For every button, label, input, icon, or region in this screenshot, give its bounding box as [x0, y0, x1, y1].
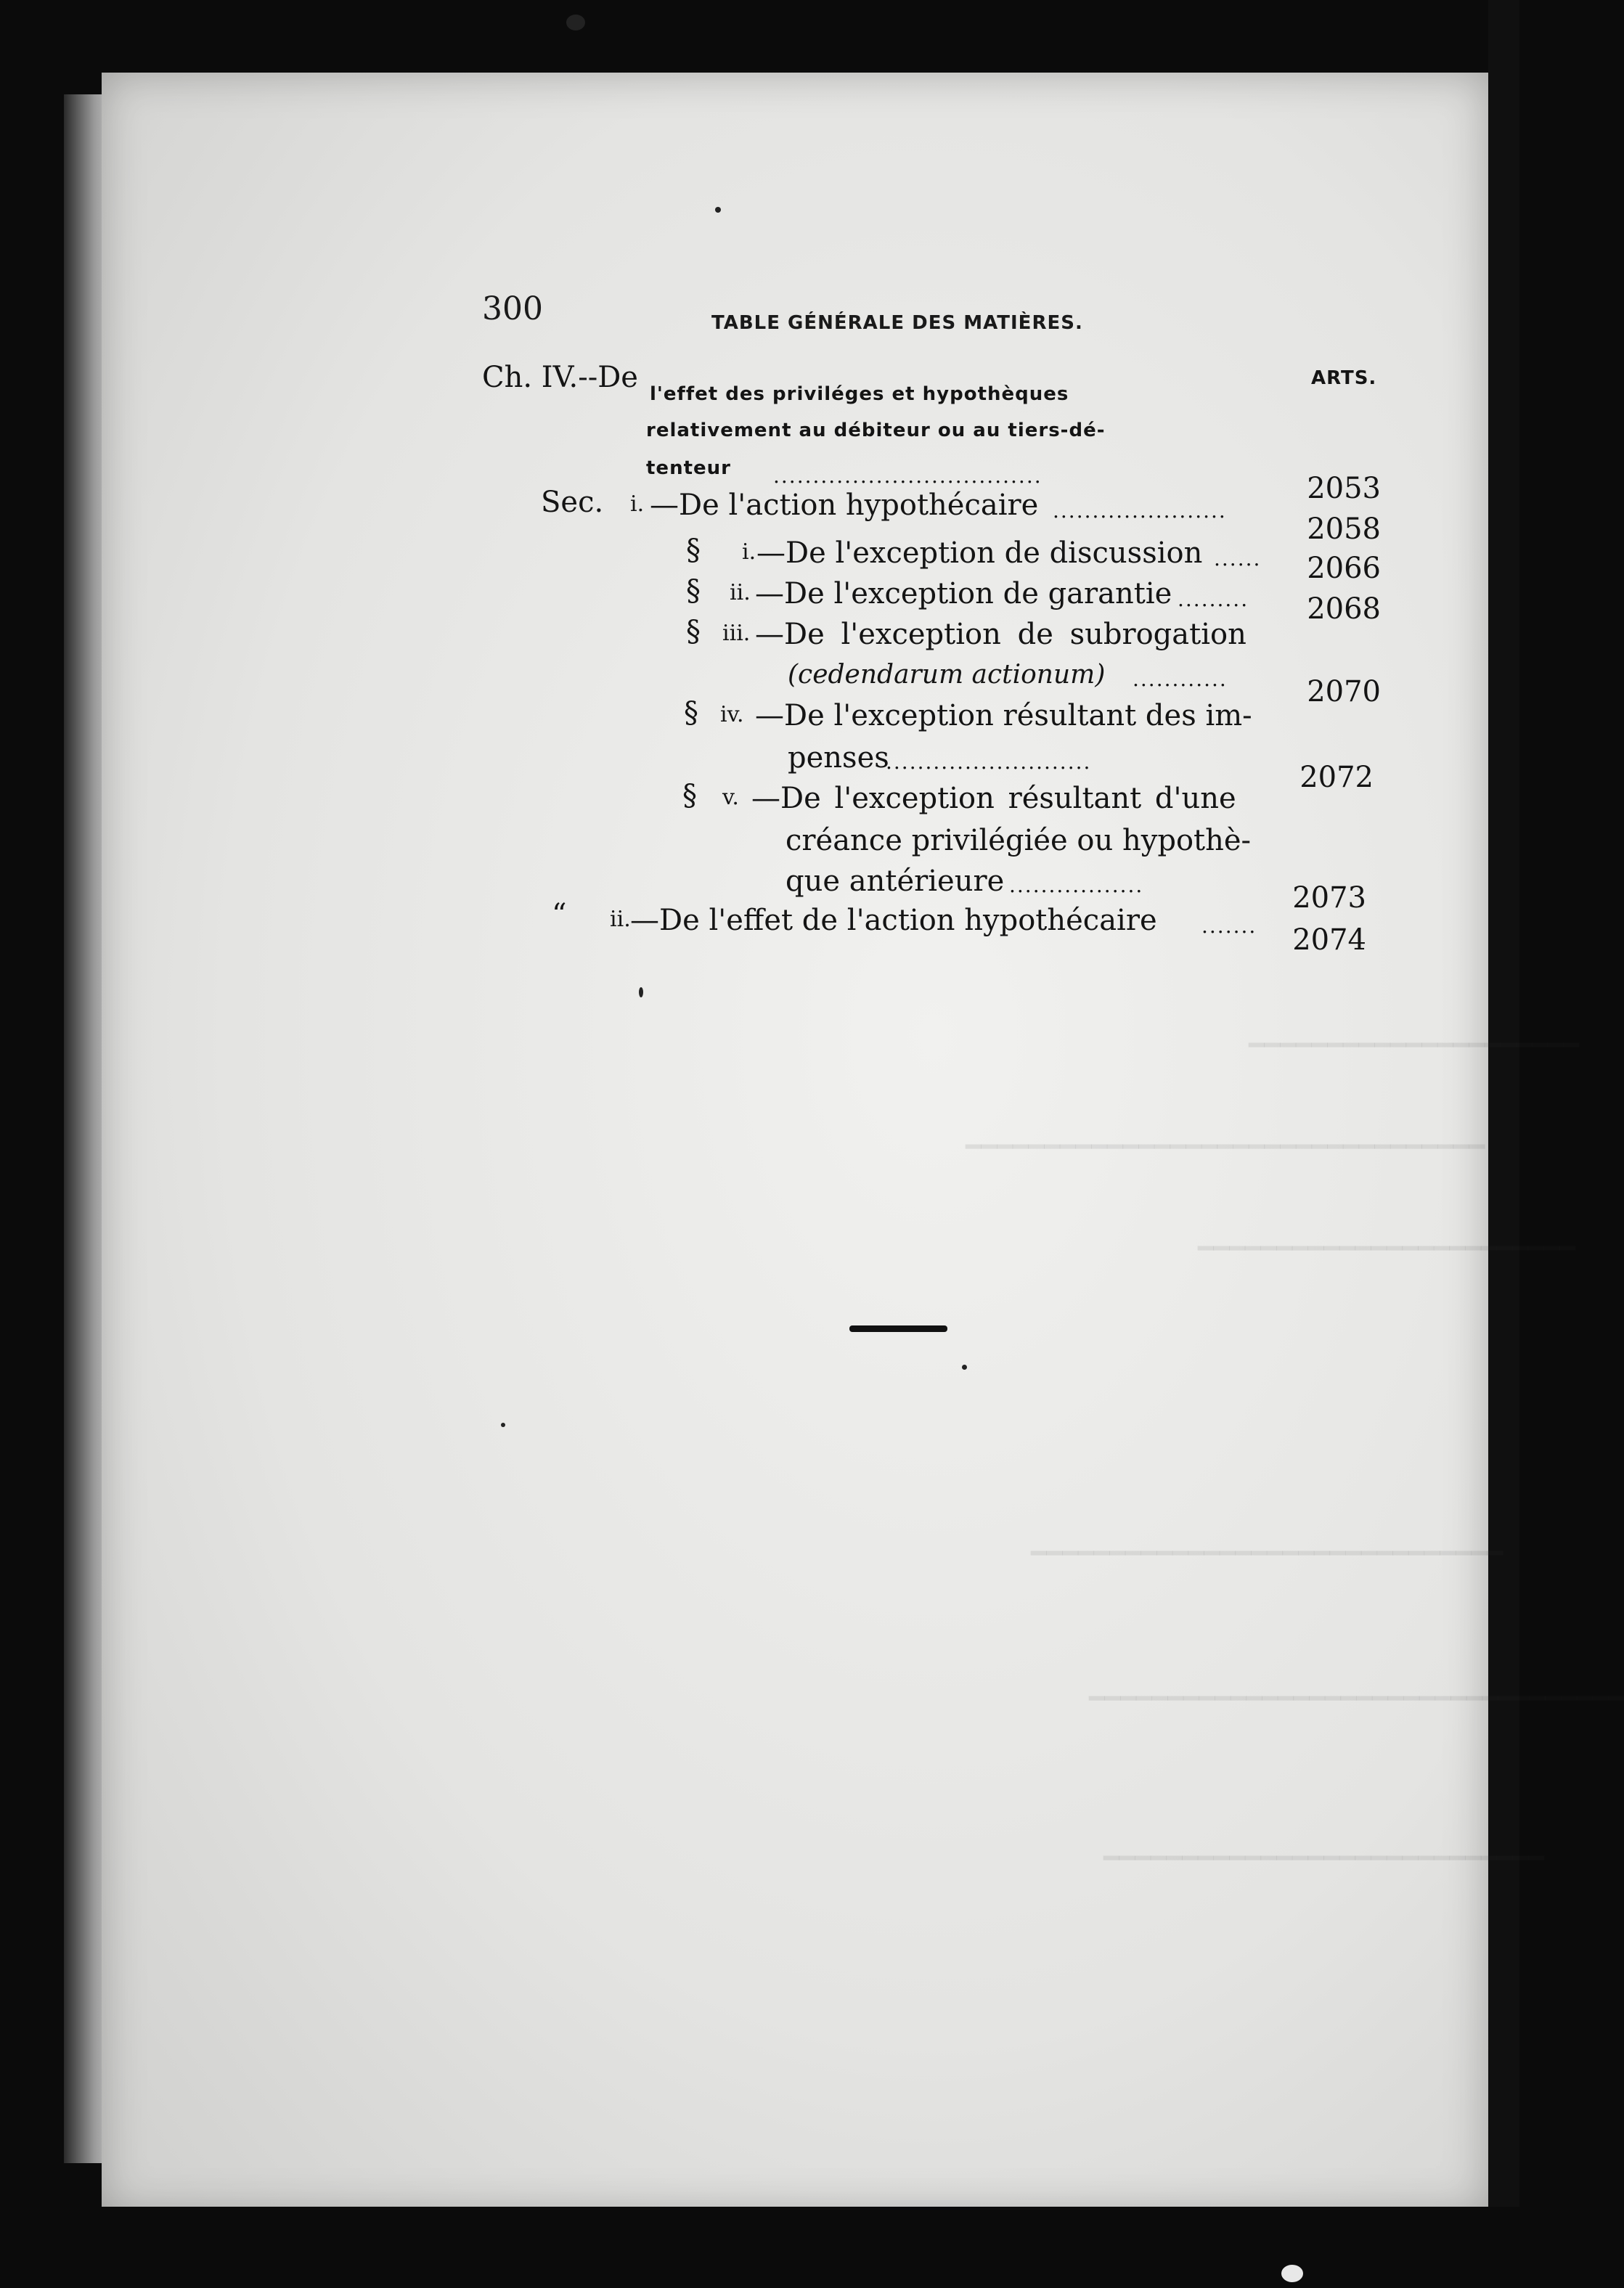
entry-title: —De l'exception résultant d'une	[751, 782, 1236, 815]
ditto-mark: “	[552, 898, 567, 931]
section-sign-icon: §	[686, 534, 701, 567]
leader-dots: .........	[1178, 587, 1249, 611]
art-number: 2074	[1292, 923, 1366, 957]
leader-dots: .......	[1201, 914, 1257, 938]
running-title: TABLE GÉNÉRALE DES MATIÈRES.	[711, 312, 1083, 334]
entry-continuation: (cedendarum actionum)	[788, 660, 1106, 690]
scan-speck	[566, 15, 585, 30]
entry-continuation: penses	[788, 741, 889, 775]
section-sign-icon: §	[682, 779, 697, 812]
scan-speck	[715, 207, 721, 213]
section-sign-icon: §	[684, 696, 698, 730]
entry-numeral: i.	[630, 491, 645, 517]
art-number: 2068	[1307, 592, 1381, 626]
entry-title: —De l'exception résultant des im-	[755, 699, 1252, 732]
entry-lead: Sec.	[541, 486, 604, 519]
entry-numeral: iv.	[720, 702, 744, 727]
scan-speck	[501, 1423, 505, 1427]
leader-dots: ..................................	[773, 464, 1042, 488]
entry-numeral: ii.	[610, 907, 631, 932]
chapter-prefix: Ch. IV.--De	[482, 361, 638, 394]
chapter-title-line2: relativement au débiteur ou au tiers-dé-	[646, 420, 1106, 441]
entry-numeral: iii.	[722, 621, 751, 646]
art-number: 2058	[1307, 512, 1381, 546]
scan-speck	[1281, 2265, 1303, 2282]
entry-numeral: ii.	[730, 580, 751, 605]
entry-numeral: i.	[742, 539, 756, 565]
entry-title: —De l'exception de garantie	[755, 577, 1172, 610]
scan-speck	[639, 987, 643, 997]
column-label: ARTS.	[1311, 367, 1377, 389]
leader-dots: ..........................	[886, 750, 1092, 774]
entry-numeral: v.	[722, 785, 739, 810]
section-sign-icon: §	[686, 615, 701, 648]
entry-continuation: que antérieure	[786, 865, 1005, 898]
leader-dots: ............	[1133, 667, 1228, 691]
entry-continuation: créance privilégiée ou hypothè-	[786, 824, 1252, 857]
entry-title: —De l'exception de discussion	[756, 536, 1203, 570]
section-sign-icon: §	[686, 574, 701, 608]
page-number: 300	[482, 290, 543, 327]
running-head	[0, 290, 1519, 334]
art-number: 2066	[1307, 552, 1381, 585]
scan-speck	[962, 1365, 967, 1370]
scan-border-right	[1488, 0, 1519, 2288]
entry-title: —De l'exception de subrogation	[755, 618, 1246, 651]
end-rule	[849, 1325, 947, 1332]
entry-title: —De l'action hypothécaire	[650, 489, 1039, 522]
leader-dots: ......	[1214, 547, 1262, 571]
chapter-title-line1: l'effet des priviléges et hypothèques	[650, 383, 1069, 405]
art-number: 2073	[1292, 881, 1366, 915]
chapter-title-line3: tenteur	[646, 457, 731, 479]
leader-dots: ......................	[1053, 499, 1227, 523]
entry-title: —De l'effet de l'action hypothécaire	[630, 904, 1157, 937]
leader-dots: .................	[1009, 873, 1144, 897]
art-number: 2072	[1299, 761, 1374, 794]
art-number: 2070	[1307, 675, 1381, 708]
chapter-art-number: 2053	[1307, 472, 1381, 505]
